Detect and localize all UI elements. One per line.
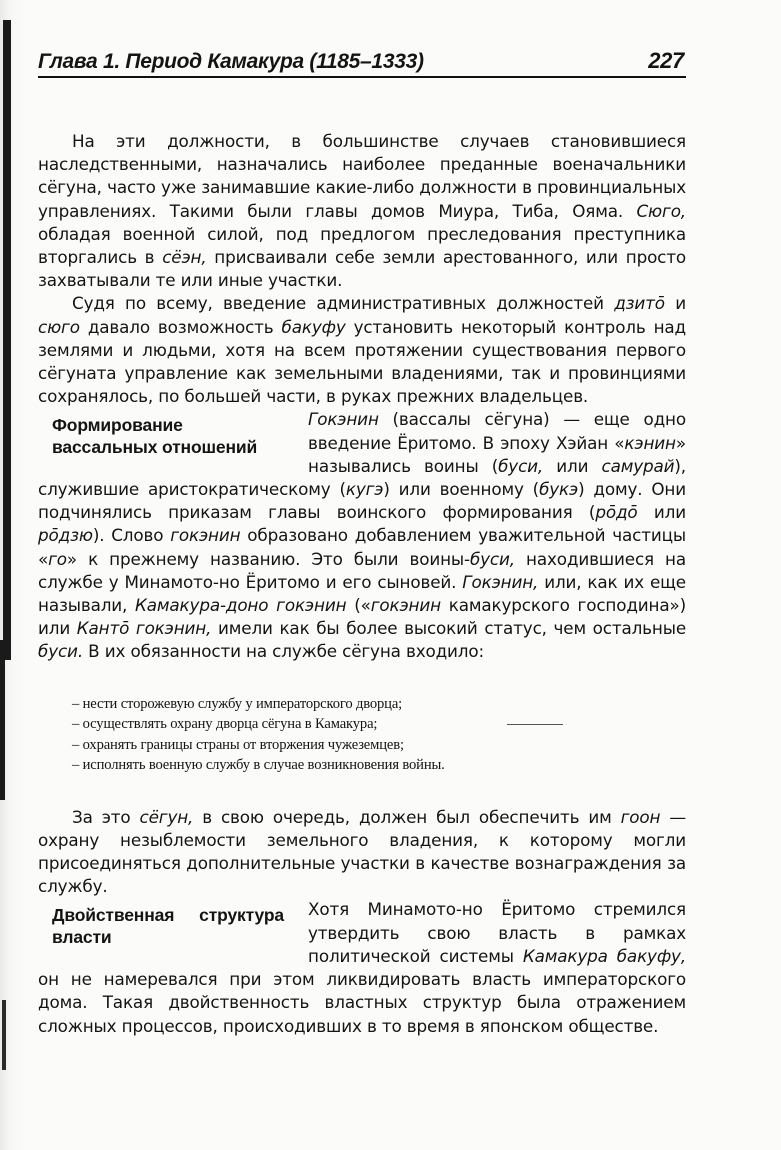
paragraph-1: На эти должности, в большинстве случаев становившиеся наследственными, назначались наиболее преданные военачальники сёгуна, часто уже занимавшие какие-либо должности в провинциальных управлениях. Такими были главы домов Миура, Тиба, Ояма. Сюго, обладая военной силой, под предлогом преследования преступника вторгались в сёэн, присваивали себе земли арестованного, или просто захватывали те или иные участки.: [38, 131, 687, 291]
paragraph-2: Судя по всему, введение административных должностей дзитō и сюго давало возможность бакуфу установить некоторый контроль над землями и людьми, хотя на всем протяжении существования первого сёгуната управление как земельными владениями, так и провинциями сохранялось, по большей части, в руках прежних владельцев.: [38, 293, 686, 407]
list-item: – осуществлять охрану дворца сёгуна в Камакура;: [72, 714, 686, 735]
paragraph-3: За это сёгун, в свою очередь, должен был обеспечить им гоон — охрану незыблемости земельного владения, к которому могли присоединяться дополнительные участки в качестве вознаграждения за службу.: [38, 806, 686, 897]
side-heading-vassal-relations: Формирование вассальных отношений: [52, 415, 258, 458]
stray-rule-line: [507, 724, 563, 725]
section-dual-power: Двойственная структура власти Хотя Минамото-но Ёритомо стремился утвердить свою власть в рамках политической системы Камакура бакуфу, он не намеревался при этом ликвидировать власть императорского дома. Такая двойственность властных структур была отражением сложных процессов, происходивших в то время в японском обществе.: [38, 899, 686, 1036]
list-item: – охранять границы страны от вторжения чужеземцев;: [72, 736, 404, 753]
body-text: [38, 130, 686, 1038]
book-page: [38, 48, 686, 1038]
running-head: [38, 48, 686, 78]
binding-shadow-bottom: [2, 1000, 6, 1070]
list-item: – нести сторожевую службу у императорского дворца;: [72, 695, 403, 712]
side-heading-dual-power: Двойственная структура власти: [52, 905, 284, 948]
duties-list: [72, 694, 686, 776]
list-item: – исполнять военную службу в случае возникновения войны.: [72, 757, 445, 774]
binding-shadow-lower: [0, 640, 5, 800]
page-number: 227: [648, 48, 684, 73]
section-vassal-relations: Формирование вассальных отношений Гокэнин (вассалы сёгуна) — еще одно введение Ёритомо. В эпоху Хэйан «кэнин» назывались воины (буси, или самурай), служившие аристократическому (кугэ) или военному (букэ) дому. Они подчинялись приказам главы воинского формирования (рōдō или рōдзю). Слово гокэнин образовано добавлением уважительной частицы «го» к прежнему названию. Это были воины-буси, находившиеся на службе у Минамото-но Ёритомо и его сыновей. Гокэнин, или, как их еще называли, Камакура-доно гокэнин («гокэнин камакурского господина») или Кантō гокэнин, имели как бы более высокий статус, чем остальные буси. В их обязанности на службе сёгуна входило:: [38, 409, 687, 662]
binding-shadow: [3, 20, 11, 660]
chapter-title: Глава 1. Период Камакура (1185–1333): [38, 50, 424, 73]
